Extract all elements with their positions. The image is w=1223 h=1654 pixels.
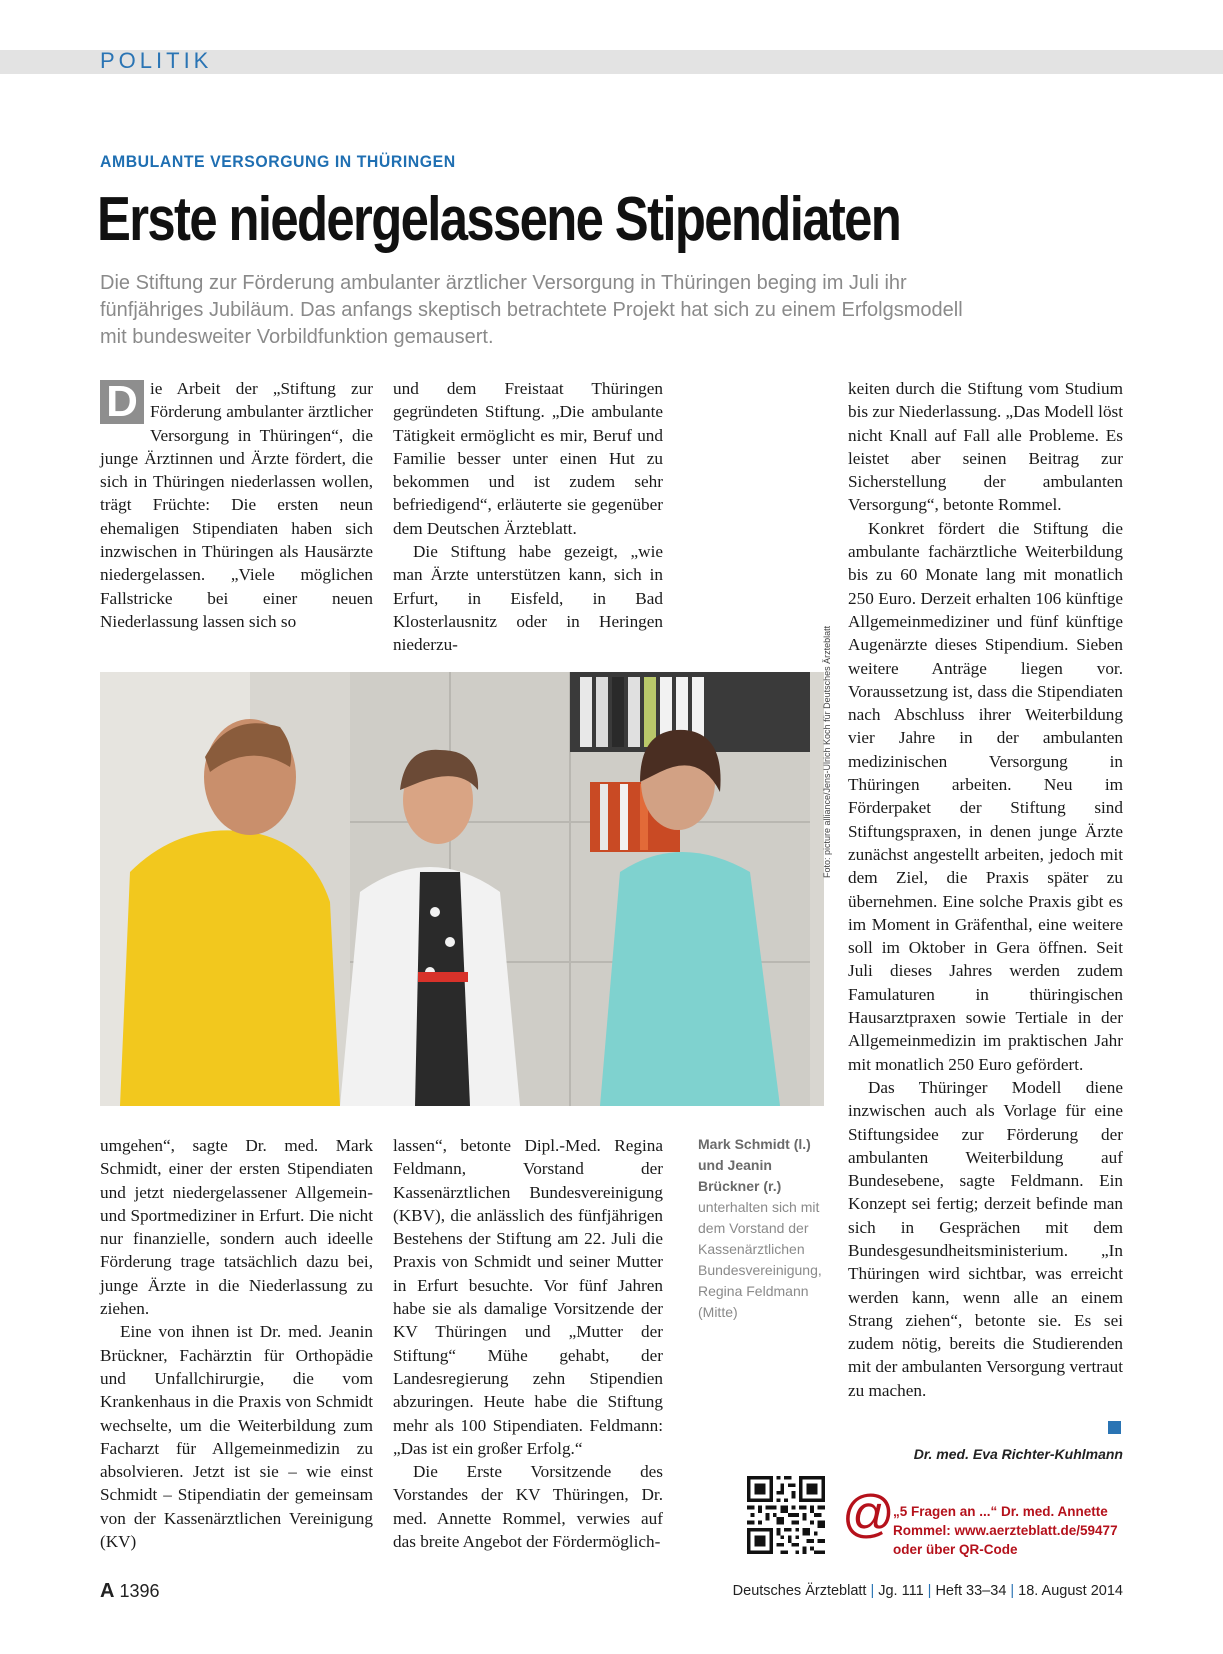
photo-illustration bbox=[100, 672, 824, 1106]
page-number-value: 1396 bbox=[119, 1581, 160, 1601]
journal-info bbox=[733, 1583, 1123, 1599]
photo-credit: Foto: picture alliance/Jens-Ulrich Koch für Deutsches Ärzteblatt bbox=[822, 625, 832, 878]
separator: | bbox=[870, 1583, 875, 1599]
paragraph: Eine von ihnen ist Dr. med. Jeanin Brückner, Fachärztin für Orthopädie und Unfallchirurgie, die vom Krankenhaus in die Praxis von Schmidt wechselte, um die Weiterbildung zum Facharzt für Allgemeinmedizin zu absolvieren. Jetzt ist sie – wie einst Schmidt – Stipendiatin der gemeinsam von der Kassenärztlichen Vereinigung (KV) bbox=[100, 1322, 373, 1552]
photo-caption bbox=[698, 1134, 830, 1323]
page-prefix: A bbox=[100, 1580, 115, 1602]
article-headline: Erste niedergelassene Stipendiaten bbox=[97, 185, 901, 254]
paragraph: Die Stiftung habe gezeigt, „wie man Ärzte unterstützen kann, sich in Erfurt, in Eisfeld, in Bad Klosterlausnitz oder in Heringen niederzu- bbox=[393, 542, 663, 655]
paragraph: lassen“, betonte Dipl.-Med. Regina Feldmann, Vorstand der Kassenärztlichen Bundesvereinigung (KBV), die anlässlich des fünfjährigen Bestehens der Stiftung am 22. Juli die Praxis von Schmidt und seiner Mutter in Erfurt besuchte. Vor fünf Jahren habe sie als damalige Vorsitzende der KV Thüringen und „Mutter der Stiftung“ Mühe gehabt, der Landesregierung zehn Stipendien abzuringen. Heute habe die Stiftung mehr als 100 Stipendiaten. Feldmann: „Das ist ein großer Erfolg.“ bbox=[393, 1136, 663, 1458]
paragraph: keiten durch die Stiftung vom Studium bis zur Niederlassung. „Das Modell löst nicht Knall auf Fall alle Probleme. Es leistet aber seinen Beitrag zur Sicherstellung der ambulanten Versorgung“, betonte Rommel. bbox=[848, 379, 1123, 515]
paragraph: Die Erste Vorsitzende des Vorstandes der KV Thüringen, Dr. med. Annette Rommel, verwies auf das breite Angebot der Fördermöglich- bbox=[393, 1462, 663, 1552]
web-link[interactable]: „5 Fragen an ...“ Dr. med. Annette Rommel: www.aerzteblatt.de/59477 oder über QR-Code bbox=[893, 1504, 1118, 1557]
end-mark bbox=[1108, 1421, 1121, 1434]
paragraph: und dem Freistaat Thüringen gegründeten Stiftung. „Die ambulante Tätigkeit ermöglicht es mir, Beruf und Familie besser unter einen Hut zu bekommen und ist zudem sehr befriedigend“, erläuterte sie gegenüber dem Deutschen Ärzteblatt. bbox=[393, 379, 663, 538]
column-2-top bbox=[393, 377, 663, 657]
article-lead: Die Stiftung zur Förderung ambulanter ärztlicher Versorgung in Thüringen beging im Juli ihr fünfjähriges Jubiläum. Das anfangs skeptisch betrachtete Projekt hat sich zu einem Erfolgsmodell mit bundesweiter Vorbildfunktion gemausert. bbox=[100, 272, 963, 348]
article-author: Dr. med. Eva Richter-Kuhlmann bbox=[913, 1446, 1123, 1462]
paragraph: Konkret fördert die Stiftung die ambulante fachärztliche Weiterbildung bis zu 60 Monate lang mit monatlich 250 Euro. Derzeit erhalten 106 künftige Allgemeinmediziner und fünf künftige Augenärzte dieses Stipendium. Sieben weitere Anträge liegen vor. Voraussetzung ist, dass die Stipendiaten nach Abschluss ihrer Weiterbildung vier Jahre in der ambulanten medizinischen Versorgung in Thüringen arbeiten. Neu im Förderpaket der Stiftung sind Stiftungspraxen, in denen junge Ärzte zunächst angestellt arbeiten, jedoch mit dem Ziel, die Praxis später zu übernehmen. Eine solche Praxis gibt es im Moment in Gräfenthal, eine weitere soll im Oktober in Gera öffnen. Seit Juli dieses Jahres werden zudem Famulaturen in thüringischen Hausarztpraxen sowie Tertiale in der Allgemeinmedizin im praktischen Jahr mit monatlich 250 Euro gefördert. bbox=[848, 518, 1123, 1074]
dropcap: D bbox=[100, 380, 144, 424]
column-1-bottom bbox=[100, 1134, 373, 1553]
journal-name: Deutsches Ärzteblatt bbox=[732, 1583, 867, 1599]
journal-issue: Heft 33–34 bbox=[935, 1583, 1007, 1599]
column-1-top bbox=[100, 377, 373, 633]
journal-volume: Jg. 111 bbox=[878, 1583, 924, 1599]
paragraph: Das Thüringer Modell diene inzwischen auch als Vorlage für eine Stiftungsidee zur Förderung der ambulanten Weiterbildung auf Bundesebene, sagte Feldmann. Ein Konzept sei fertig; derzeit befinde man sich in Gesprächen mit dem Bundesgesundheitsministerium. „In Thüringen wird sichtbar, was erreicht werden kann, wenn alle an einem Strang ziehen“, betonte sie. Es sei zudem nötig, bereits die Studierenden mit der ambulanten Versorgung vertraut zu machen. bbox=[848, 1077, 1123, 1400]
separator: | bbox=[1010, 1583, 1015, 1599]
journal-date: 18. August 2014 bbox=[1018, 1583, 1123, 1599]
page-number bbox=[100, 1580, 160, 1603]
article-kicker: AMBULANTE VERSORGUNG IN THÜRINGEN bbox=[100, 152, 456, 171]
paragraph: umgehen“, sagte Dr. med. Mark Schmidt, einer der ersten Stipendiaten und jetzt niedergelassener Allgemein- und Sportmediziner in Erfurt. Die nicht nur finanzielle, sondern auch ideelle Förderung trage tatsächlich dazu bei, junge Ärzte in die Niederlassung zu ziehen. bbox=[100, 1136, 373, 1319]
paragraph: ie Arbeit der „Stiftung zur Förderung ambulanter ärztlicher Versorgung in Thüringen“, die junge Ärztinnen und Ärzte fördert, die sich in Thüringen niederlassen wollen, trägt Früchte: Die ersten neun ehemaligen Stipendiaten haben sich inzwischen in Thüringen als Hausärzte niedergelassen. „Viele möglichen Fallstricke bei einer neuen Niederlassung lassen sich so bbox=[100, 379, 373, 631]
column-2-bottom bbox=[393, 1134, 663, 1553]
column-3 bbox=[848, 377, 1123, 1402]
article-photo bbox=[100, 672, 824, 1106]
qr-code-icon[interactable] bbox=[747, 1476, 825, 1554]
caption-names: Mark Schmidt (l.) und Jeanin Brückner (r.) bbox=[698, 1136, 811, 1194]
caption-text: unterhalten sich mit dem Vorstand der Kassenärztlichen Bundesvereinigung, Regina Feldmann (Mitte) bbox=[698, 1199, 822, 1320]
at-icon: @ bbox=[842, 1485, 895, 1543]
section-label: POLITIK bbox=[100, 48, 213, 73]
separator: | bbox=[927, 1583, 932, 1599]
